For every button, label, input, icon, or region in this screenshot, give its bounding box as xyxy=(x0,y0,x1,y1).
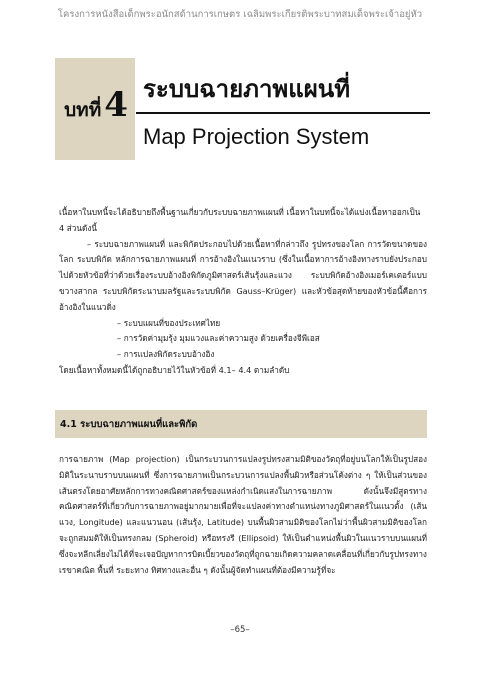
intro-closing: โดยเนื้อหาทั้งหมดนี้ได้ถูกอธิบายไว้ในหัวข้อที่ 4.1– 4.4 ตามลำดับ xyxy=(59,364,290,375)
chapter-word: บทที่ xyxy=(64,99,102,121)
chapter-divider xyxy=(136,112,430,114)
chapter-label xyxy=(56,85,136,125)
body-section xyxy=(59,452,427,578)
chapter-title-thai: ระบบฉายภาพแผนที่ xyxy=(143,74,351,103)
page-number: –65– xyxy=(230,625,250,635)
intro-list xyxy=(59,316,427,363)
chapter-title-english: Map Projection System xyxy=(143,124,370,149)
list-item: – การแปลงพิกัดระบบอ้างอิง xyxy=(117,349,215,360)
list-item: – การวัดค่ามุมรุ้ง มุมแวงและค่าความสูง ด้วยเครื่องจีพีเอส xyxy=(117,333,320,344)
section-heading-bar xyxy=(55,410,427,438)
intro-section xyxy=(59,205,427,379)
intro-item-1: – ระบบฉายภาพแผนที่ และพิกัดประกอบไปด้วยเนื้อหาที่กล่าวถึง รูปทรงของโลก การวัดขนาดของโลก ระบบพิกัด หลักการฉายภาพแผนที่ การอ้างอิงในแนวราบ (ซึ่งในเนื้อหาการอ้างอิงทางราบยังประกอบไปด้วยหัวข้อที่ว่าด้วยเรื่องระบบอ้างอิงพิกัดภูมิศาสตร์เส้นรุ้งและแวง ระบบพิกัดอ้างอิงเมอร์เคเตอร์แบบขวางสากล ระบบพิกัดระนาบมลรัฐและระบบพิกัด Gauss–Krüger) และหัวข้อสุดท้ายของหัวข้อนี้คือการอ้างอิงในแนวดิ่ง xyxy=(59,238,427,312)
running-header: โครงการหนังสือเด็กพระอนักสด้านการเกษตร เฉลิมพระเกียรติพระบาทสมเด็จพระเจ้าอยู่หัว xyxy=(57,9,423,20)
section-title: 4.1 ระบบฉายภาพแผนที่และพิกัด xyxy=(60,418,198,430)
intro-lead: เนื้อหาในบทนี้จะได้อธิบายถึงพื้นฐานเกี่ยวกับระบบฉายภาพแผนที่ เนื้อหาในบทนี้จะได้แบ่งเนื้อหาออกเป็น 4 ส่วนดังนี้ xyxy=(59,207,421,233)
body-paragraph: การฉายภาพ (Map projection) เป็นกระบวนการแปลงรูปทรงสามมิติของวัตถุที่อยู่บนโลกให้เป็นรูปสองมิติในระนาบราบบนแผนที่ ซึ่งการฉายภาพเป็นกระบวนการแปลงพื้นผิวหรือส่วนโค้งต่าง ๆ ให้เป็นส่วนของเส้นตรงโดยอาศัยหลักการทางคณิตศาสตร์ของแหล่งกำเนิดแสงในการฉายภาพ ดังนั้นจึงมีสูตรทางคณิตศาสตร์ที่เกี่ยวกับการฉายภาพอยู่มากมายเพื่อที่จะแปลงค่าทางตำแหน่งทางภูมิศาสตร์ในแนวตั้ง (เส้นแวง, Longitude) และแนวนอน (เส้นรุ้ง, Latitude) บนพื้นผิวสามมิติของโลกไม่ว่าพื้นผิวสามมิติของโลกจะถูกสมมติให้เป็นทรงกลม (Spheroid) หรือทรงรี (Ellipsoid) ให้เป็นตำแหน่งพื้นผิวในแนวราบบนแผนที่ซึ่งจะหลีกเลี่ยงไม่ได้ที่จะเจอปัญหาการบิดเบี้ยวของวัตถุที่ถูกฉายเกิดความคลาดเคลื่อนที่เกี่ยวกับรูปทรงทางเรขาคณิต พื้นที่ ระยะทาง ทิศทางและอื่น ๆ ดังนั้นผู้จัดทำแผนที่ต้องมีความรู้ที่จะ xyxy=(59,454,427,575)
list-item: – ระบบแผนที่ของประเทศไทย xyxy=(117,317,221,328)
chapter-number: 4 xyxy=(104,85,128,125)
